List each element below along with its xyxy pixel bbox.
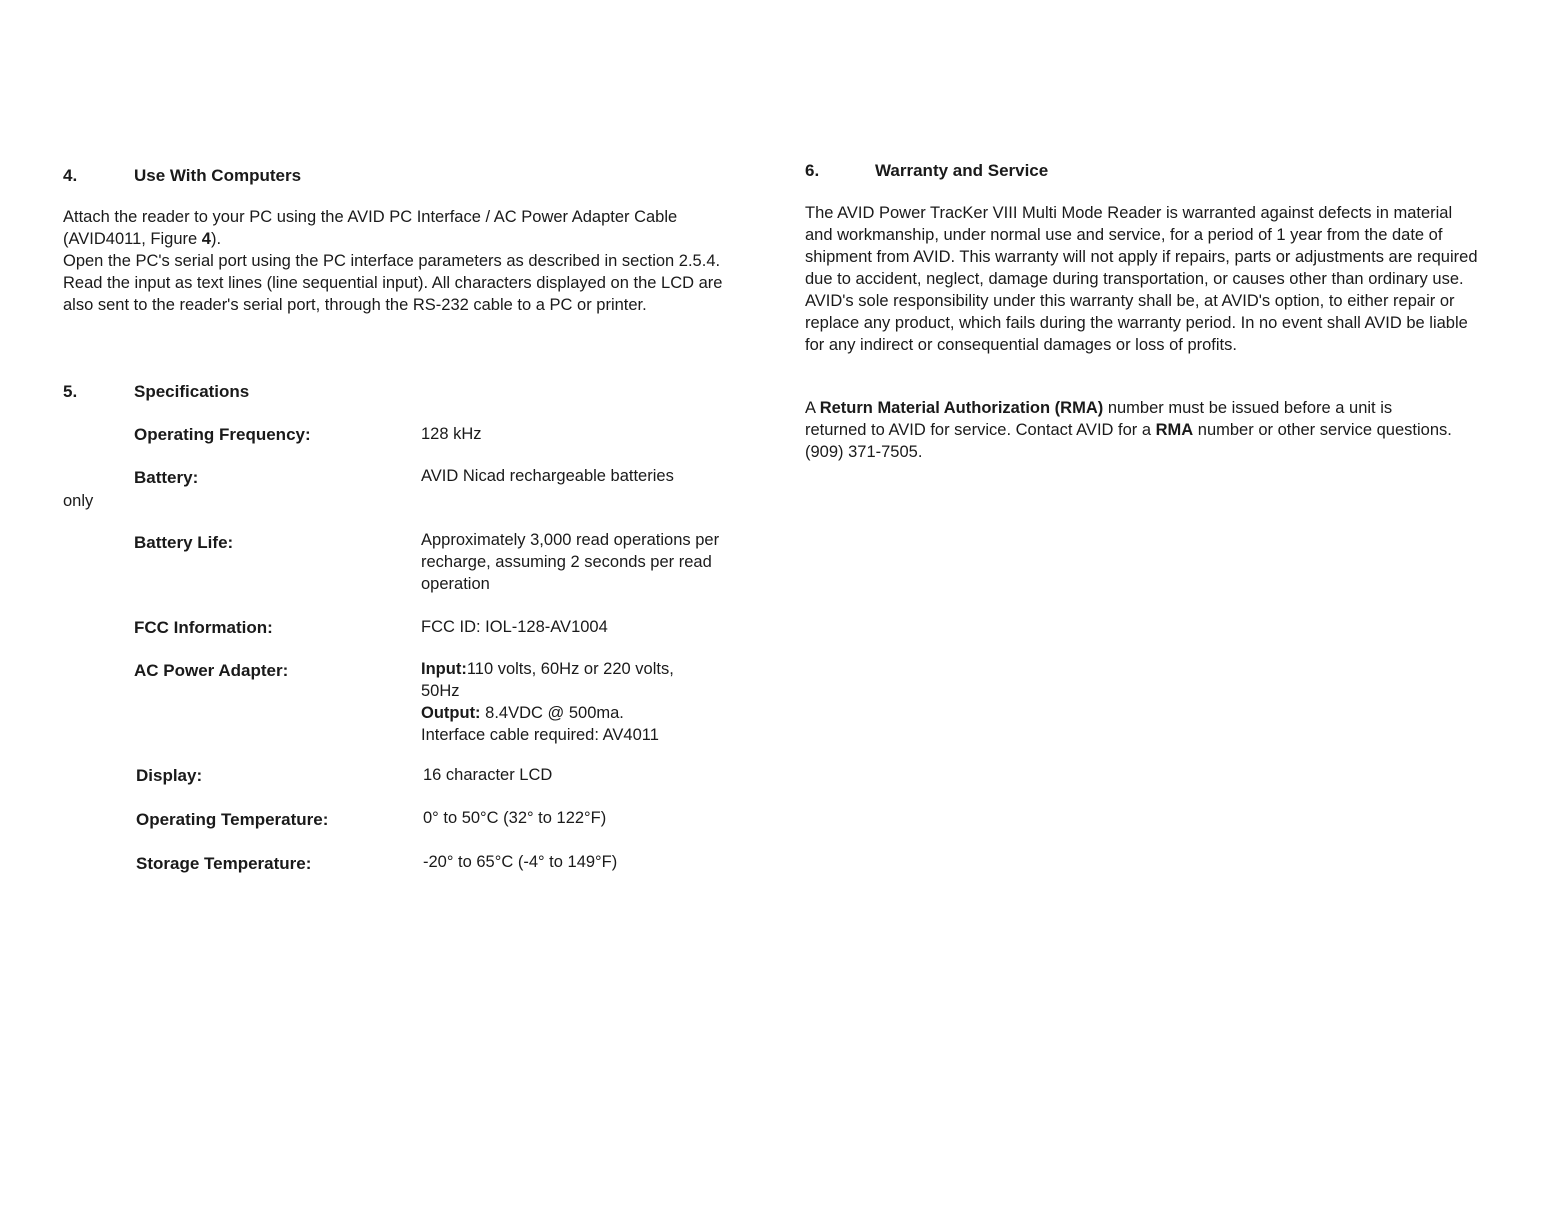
section-6-number: 6. bbox=[805, 161, 820, 180]
rma-intro: A bbox=[805, 399, 820, 417]
spec-label-display: Display: bbox=[136, 766, 203, 785]
input-value: 110 volts, 60Hz or 220 volts, 50Hz bbox=[421, 660, 674, 700]
section-5-title: Specifications bbox=[134, 382, 250, 401]
spec-label-operating-temperature: Operating Temperature: bbox=[136, 810, 329, 829]
cable-required: Interface cable required: AV4011 bbox=[421, 726, 659, 744]
spec-value-battery: AVID Nicad rechargeable batteries bbox=[421, 467, 674, 485]
section-5-number: 5. bbox=[63, 382, 78, 401]
section-6-paragraph-1: The AVID Power TracKer VIII Multi Mode Reader is warranted against defects in material and workmanship, under normal use and service, for a period of 1 year from the date of shipment from AVID. This warranty will not apply if repairs, parts or adjustments are required due to accident, neglect, damage during transportation, or causes other than ordinary use. AVID's sole responsibility under this warranty shall be, at AVID's option, to either repair or replace any product, which fails during the warranty period. In no event shall AVID be liable for any indirect or consequential damages or loss of profits. bbox=[805, 204, 1478, 354]
spec-label-fcc-information: FCC Information: bbox=[134, 618, 273, 637]
spec-value-battery-life: Approximately 3,000 read operations per recharge, assuming 2 seconds per read operation bbox=[421, 531, 720, 593]
spec-value-operating-temperature: 0° to 50°C (32° to 122°F) bbox=[423, 809, 607, 827]
rma-text: number must be issued before a unit is returned to AVID for service. Contact AVID for a bbox=[805, 399, 1393, 439]
spec-value-display: 16 character LCD bbox=[423, 766, 553, 784]
spec-value-fcc-information: FCC ID: IOL-128-AV1004 bbox=[421, 618, 608, 636]
section-4-paragraph-2: Open the PC's serial port using the PC interface parameters as described in section 2.5.4. Read the input as text lines (line sequential input). All characters displayed on the LCD are also sent to the reader's serial port, through the RS-232 cable to a PC or printer. bbox=[63, 252, 723, 314]
spec-value-ac-power-adapter bbox=[421, 658, 716, 746]
section-4-p1-text: Attach the reader to your PC using the AVID PC Interface / AC Power Adapter Cable (AVID4011, Figure bbox=[63, 208, 678, 248]
section-4-p1-end: ). bbox=[210, 230, 222, 248]
rma-abbrev: RMA bbox=[1155, 421, 1194, 439]
section-6-title: Warranty and Service bbox=[875, 161, 1049, 180]
spec-label-ac-power-adapter: AC Power Adapter: bbox=[134, 661, 289, 680]
spec-label-battery: Battery: bbox=[134, 468, 199, 487]
rma-term: Return Material Authorization (RMA) bbox=[819, 399, 1104, 417]
input-label: Input: bbox=[421, 660, 467, 678]
output-value: 8.4VDC @ 500ma. bbox=[480, 704, 624, 722]
section-6-paragraph-2 bbox=[805, 397, 1455, 463]
rma-contact: number or other service questions. (909) 371-7505. bbox=[805, 421, 1452, 461]
section-4-title: Use With Computers bbox=[134, 166, 302, 185]
battery-overflow-word: only bbox=[63, 492, 94, 510]
spec-label-storage-temperature: Storage Temperature: bbox=[136, 854, 312, 873]
spec-label-operating-frequency: Operating Frequency: bbox=[134, 425, 311, 444]
section-4-paragraph-1 bbox=[63, 206, 723, 250]
spec-label-battery-life: Battery Life: bbox=[134, 533, 234, 552]
output-label: Output: bbox=[421, 704, 481, 722]
spec-value-operating-frequency: 128 kHz bbox=[421, 425, 482, 443]
spec-value-storage-temperature: -20° to 65°C (-4° to 149°F) bbox=[423, 853, 618, 871]
figure-ref: 4 bbox=[201, 230, 211, 248]
section-4-number: 4. bbox=[63, 166, 78, 185]
